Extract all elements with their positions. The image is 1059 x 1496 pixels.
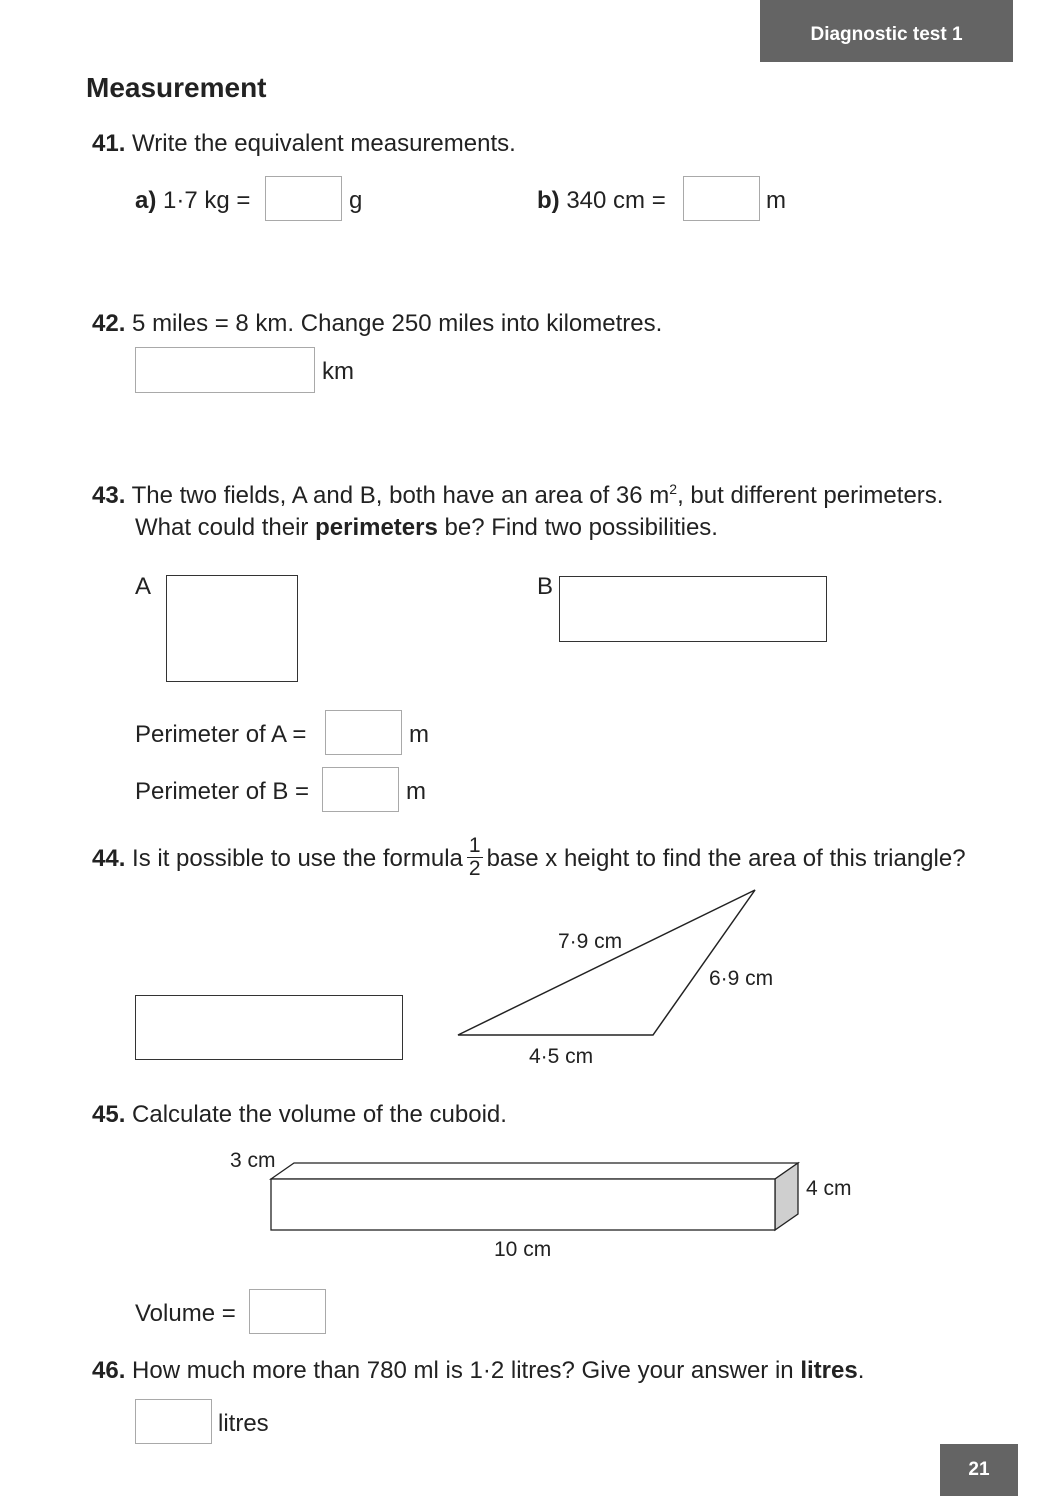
q43-superscript: 2 xyxy=(669,481,678,497)
q43-line1-pre: The two fields, A and B, both have an area of 36 m xyxy=(131,482,670,509)
q46-prompt xyxy=(92,1357,864,1385)
cuboid-diagram xyxy=(220,1140,880,1270)
volume-label: Volume = xyxy=(135,1300,236,1327)
header-tab xyxy=(760,0,1013,62)
q44-text-pre: Is it possible to use the formula xyxy=(132,844,463,872)
triangle-shape xyxy=(458,890,755,1035)
q46-answer-box[interactable] xyxy=(135,1399,212,1444)
q45-prompt xyxy=(92,1101,507,1129)
q46-unit: litres xyxy=(218,1410,269,1437)
triangle-side-right-label: 6·9 cm xyxy=(709,967,774,990)
perimeter-a-unit: m xyxy=(409,721,429,748)
q41-a-answer-box[interactable] xyxy=(265,176,342,221)
q43-line1 xyxy=(92,481,943,510)
q43-line2-pre: What could their xyxy=(135,514,316,541)
cuboid-front-face xyxy=(271,1179,775,1230)
q41-b-unit: m xyxy=(766,187,786,214)
perimeter-b-unit: m xyxy=(406,778,426,805)
q41-a-unit: g xyxy=(349,187,363,214)
field-b-label: B xyxy=(537,573,554,600)
cuboid-top-face xyxy=(271,1163,798,1179)
q43-number: 43. xyxy=(92,482,126,509)
q41-a-expression xyxy=(135,187,250,215)
q41-text: Write the equivalent measurements. xyxy=(132,130,516,157)
q43-line2-bold: perimeters xyxy=(315,514,438,541)
perimeter-a-label: Perimeter of A = xyxy=(135,721,307,748)
perimeter-b-answer-box[interactable] xyxy=(322,767,399,812)
q42-text: 5 miles = 8 km. Change 250 miles into kilometres. xyxy=(132,310,663,337)
triangle-side-long-label: 7·9 cm xyxy=(558,930,623,953)
perimeter-b-label: Perimeter of B = xyxy=(135,778,310,805)
q43-line2 xyxy=(135,514,718,542)
field-a-label: A xyxy=(135,573,152,600)
field-b-rectangle xyxy=(559,576,827,642)
header-label: Diagnostic test 1 xyxy=(810,24,963,45)
q42-answer-box[interactable] xyxy=(135,347,315,393)
q45-text: Calculate the volume of the cuboid. xyxy=(132,1101,507,1128)
q42-unit: km xyxy=(322,358,354,385)
q41-number: 41. xyxy=(92,130,126,157)
q41-b-answer-box[interactable] xyxy=(683,176,760,221)
field-a-rectangle xyxy=(166,575,298,682)
q44-text-post: base x height to find the area of this triangle? xyxy=(486,844,966,872)
q42-number: 42. xyxy=(92,310,126,337)
section-title: Measurement xyxy=(86,72,267,103)
q45-number: 45. xyxy=(92,1101,126,1128)
page-number xyxy=(940,1444,1018,1496)
triangle-base-label: 4·5 cm xyxy=(529,1045,594,1068)
q46-text-post: . xyxy=(857,1357,865,1384)
triangle-diagram xyxy=(440,880,800,1070)
cuboid-height-label: 4 cm xyxy=(806,1177,852,1200)
cuboid-depth-label: 3 cm xyxy=(230,1149,276,1172)
q43-line1-post: , but different perimeters. xyxy=(677,482,944,509)
page-number-label: 21 xyxy=(968,1459,990,1480)
q46-text-pre: How much more than 780 ml is 1·2 litres? Give your answer in xyxy=(132,1357,801,1384)
q42-prompt xyxy=(92,310,662,338)
q43-line2-post: be? Find two possibilities. xyxy=(437,514,718,541)
perimeter-a-answer-box[interactable] xyxy=(325,710,402,755)
q46-text-bold: litres xyxy=(800,1357,858,1384)
q41-b-label: b) xyxy=(537,187,560,214)
q41-a-expr: 1·7 kg = xyxy=(163,187,251,214)
q46-number: 46. xyxy=(92,1357,126,1384)
half-fraction xyxy=(467,835,483,880)
q41-prompt xyxy=(92,130,516,158)
q41-b-expr: 340 cm = xyxy=(566,187,666,214)
q41-a-label: a) xyxy=(135,187,157,214)
fraction-numerator: 1 xyxy=(468,834,481,857)
q44-number: 44. xyxy=(92,844,126,872)
cuboid-length-label: 10 cm xyxy=(494,1238,552,1261)
fraction-denominator: 2 xyxy=(468,857,481,880)
q41-b-expression xyxy=(537,187,666,215)
q44-answer-box[interactable] xyxy=(135,995,403,1060)
volume-answer-box[interactable] xyxy=(249,1289,326,1334)
q44-prompt xyxy=(92,834,966,882)
